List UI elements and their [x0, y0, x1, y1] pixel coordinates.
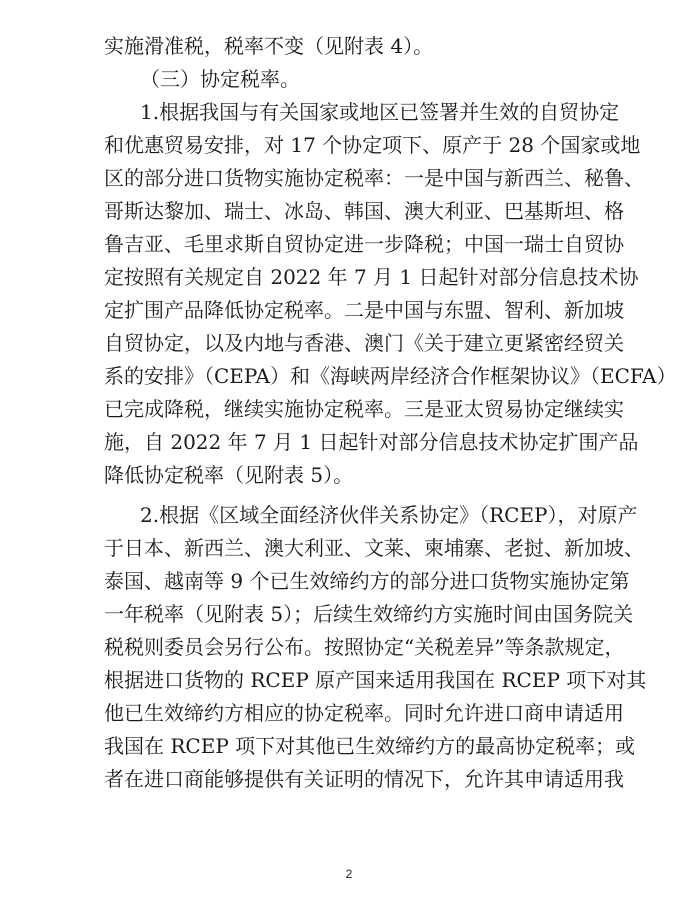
text-line-15: 2.根据《区域全面经济伙伴关系协定》（RCEP），对原产 — [140, 503, 638, 527]
text-line-10: 自贸协定，以及内地与香港、澳门《关于建立更紧密经贸关 — [104, 331, 624, 355]
text-line-21: 他已生效缔约方相应的协定税率。同时允许进口商申请适用 — [104, 701, 624, 725]
text-line-6: 哥斯达黎加、瑞士、冰岛、韩国、澳大利亚、巴基斯坦、格 — [104, 199, 624, 223]
text-line-14: 降低协定税率（见附表 5）。 — [104, 463, 354, 487]
section-heading-agreement-rates: （三）协定税率。 — [140, 67, 300, 91]
text-line-8: 定按照有关规定自 2022 年 7 月 1 日起针对部分信息技术协 — [104, 265, 639, 289]
page-number: 2 — [345, 867, 353, 881]
text-line-17: 泰国、越南等 9 个已生效缔约方的部分进口货物实施协定第 — [104, 569, 630, 593]
text-line-1: 实施滑准税，税率不变（见附表 4）。 — [104, 34, 434, 58]
text-line-13: 施，自 2022 年 7 月 1 日起针对部分信息技术协定扩围产品 — [104, 430, 639, 454]
text-line-9: 定扩围产品降低协定税率。二是中国与东盟、智利、新加坡 — [104, 298, 624, 322]
text-line-20: 根据进口货物的 RCEP 原产国来适用我国在 RCEP 项下对其 — [104, 668, 647, 692]
text-line-11: 系的安排》（CEPA）和《海峡两岸经济合作框架协议》（ECFA） — [104, 364, 677, 388]
text-line-5: 区的部分进口货物实施协定税率：一是中国与新西兰、秘鲁、 — [104, 166, 644, 190]
text-line-16: 于日本、新西兰、澳大利亚、文莱、柬埔寨、老挝、新加坡、 — [104, 536, 644, 560]
text-line-12: 已完成降税，继续实施协定税率。三是亚太贸易协定继续实 — [104, 397, 624, 421]
text-line-19: 税税则委员会另行公布。按照协定“关税差异”等条款规定， — [104, 635, 625, 659]
text-line-18: 一年税率（见附表 5）；后续生效缔约方实施时间由国务院关 — [104, 602, 634, 626]
text-line-3: 1.根据我国与有关国家或地区已签署并生效的自贸协定 — [140, 100, 620, 124]
text-line-4: 和优惠贸易安排，对 17 个协定项下、原产于 28 个国家或地 — [104, 133, 641, 157]
text-line-22: 我国在 RCEP 项下对其他已生效缔约方的最高协定税率；或 — [104, 734, 636, 758]
text-line-7: 鲁吉亚、毛里求斯自贸协定进一步降税；中国一瑞士自贸协 — [104, 232, 624, 256]
text-line-23: 者在进口商能够提供有关证明的情况下，允许其申请适用我 — [104, 767, 624, 791]
